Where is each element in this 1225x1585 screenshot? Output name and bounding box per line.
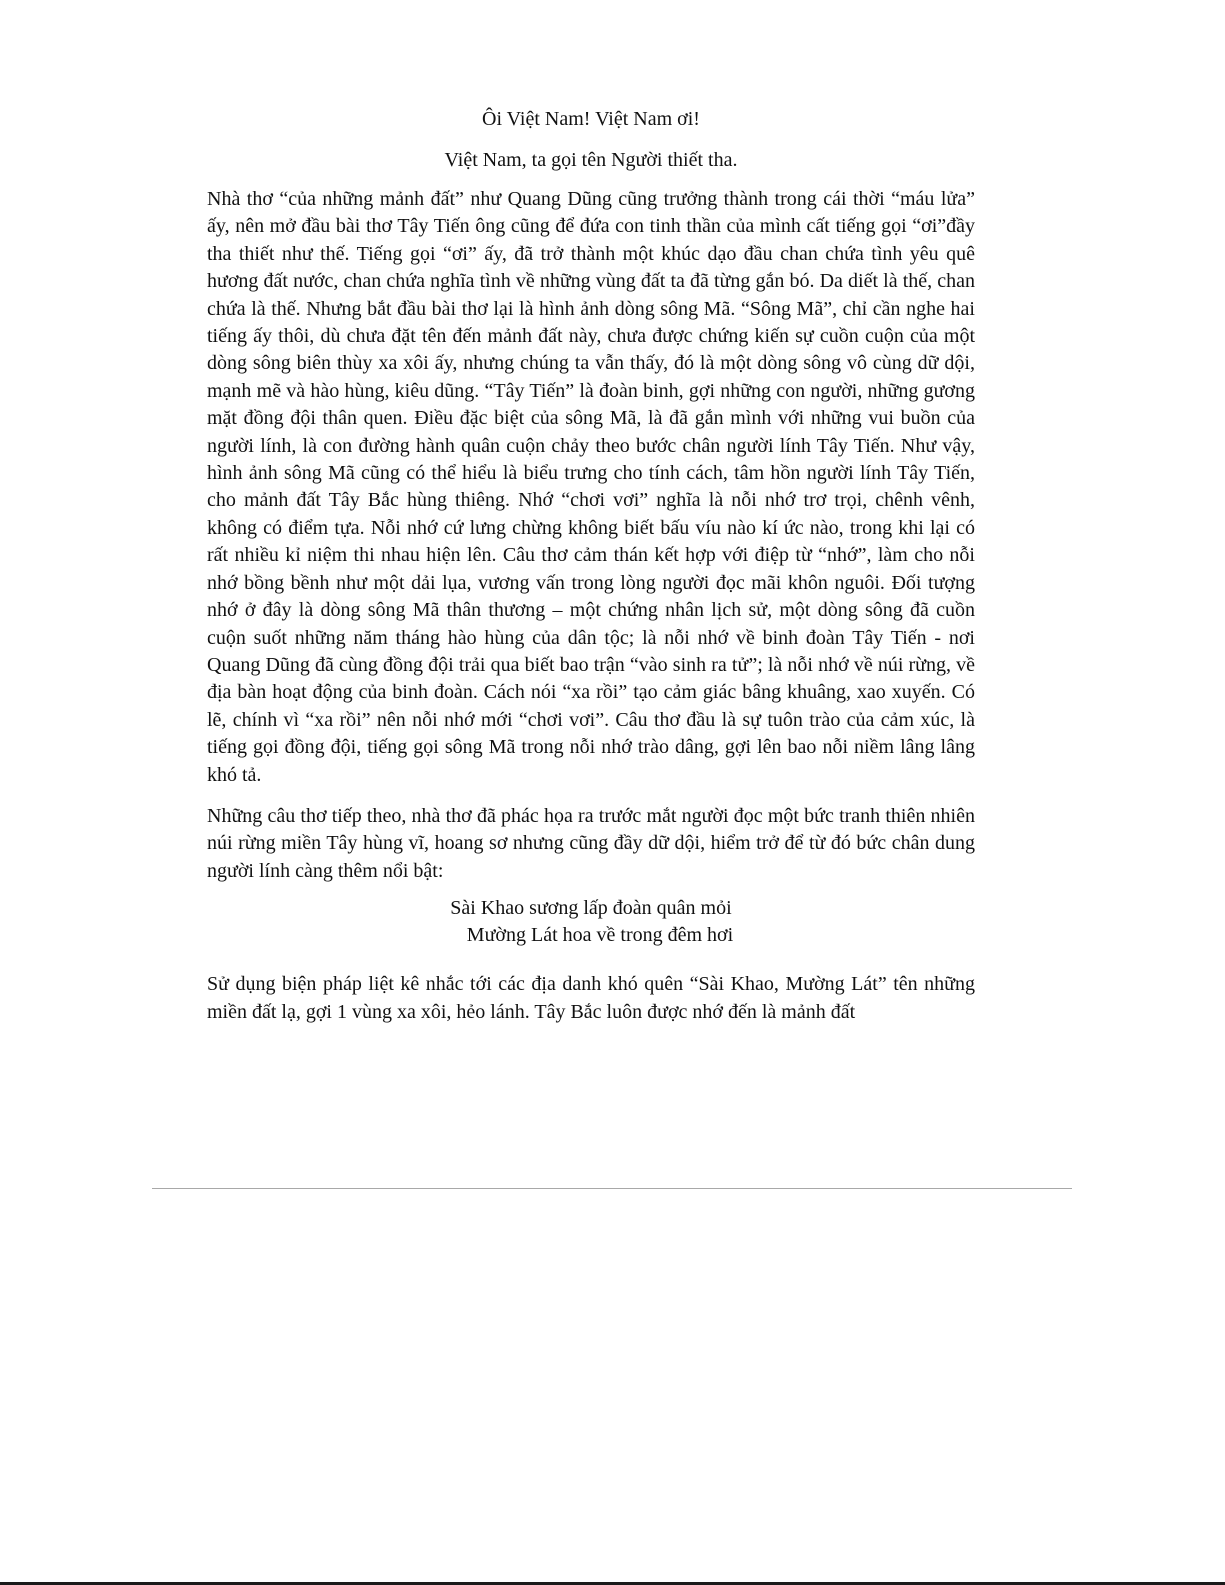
poem-verse [207,895,975,949]
verse-line-2: Mường Lát hoa về trong đêm hơi [466,924,734,947]
document-body [207,106,975,1026]
heading-line-1: Ôi Việt Nam! Việt Nam ơi! [482,108,700,130]
heading-line-2: Việt Nam, ta gọi tên Người thiết tha. [444,149,738,171]
verse-line-1: Sài Khao sương lấp đoàn quân mỏi [450,897,732,920]
paragraph-3: Sử dụng biện pháp liệt kê nhắc tới các địa danh khó quên “Sài Khao, Mường Lát” tên những miền đất lạ, gợi 1 vùng xa xôi, hẻo lánh. Tây Bắc luôn được nhớ đến là mảnh đất [207,973,975,1023]
paragraph-2: Những câu thơ tiếp theo, nhà thơ đã phác họa ra trước mắt người đọc một bức tranh thiên nhiên núi rừng miền Tây hùng vĩ, hoang sơ nhưng cũng đầy dữ dội, hiểm trở để từ đó bức chân dung người lính càng thêm nổi bật: [207,804,975,882]
paragraph-1: Nhà thơ “của những mảnh đất” như Quang Dũng cũng trưởng thành trong cái thời “máu lửa” ấy, nên mở đầu bài thơ Tây Tiến ông cũng để đứa con tinh thần của mình cất tiếng gọi “ơi”đầy tha thiết như thế. Tiếng gọi “ơi” ấy, đã trở thành một khúc dạo đầu chan chứa tình yêu quê hương đất nước, chan chứa nghĩa tình về những vùng đất ta đã từng gắn bó. Da diết là thế, chan chứa là thế. Nhưng bắt đầu bài thơ lại là hình ảnh dòng sông Mã. “Sông Mã”, chỉ cần nghe hai tiếng ấy thôi, dù chưa đặt tên đến mảnh đất này, chưa được chứng kiến sự cuồn cuộn của một dòng sông biên thùy xa xôi ấy, nhưng chúng ta vẫn thấy, đó là một dòng sông vô cùng dữ dội, mạnh mẽ và hào hùng, kiêu dũng. “Tây Tiến” là đoàn binh, gợi những con người, những gương mặt đồng đội thân quen. Điều đặc biệt của sông Mã, là đã gắn mình với những vui buồn của người lính, là con đường hành quân cuộn chảy theo bước chân người lính Tây Tiến. Như vậy, hình ảnh sông Mã cũng có thể hiểu là biểu trưng cho tính cách, tâm hồn người lính Tây Tiến, cho mảnh đất Tây Bắc hùng thiêng. Nhớ “chơi vơi” nghĩa là nỗi nhớ trơ trọi, chênh vênh, không có điểm tựa. Nỗi nhớ cứ lưng chừng không biết bấu víu nào kí ức nào, trong khi lại có rất nhiều kỉ niệm thi nhau hiện lên. Câu thơ cảm thán kết hợp với điệp từ “nhớ”, làm cho nỗi nhớ bồng bềnh như một dải lụa, vương vấn trong lòng người đọc mãi khôn nguôi. Đối tượng nhớ ở đây là dòng sông Mã thân thương – một chứng nhân lịch sử, một dòng sông đã cuồn cuộn suốt những năm tháng hào hùng của dân tộc; là nỗi nhớ về binh đoàn Tây Tiến - nơi Quang Dũng đã cùng đồng đội trải qua biết bao trận “vào sinh ra tử”; là nỗi nhớ về núi rừng, về địa bàn hoạt động của binh đoàn. Cách nói “xa rồi” tạo cảm giác bâng khuâng, xao xuyến. Có lẽ, chính vì “xa rồi” nên nỗi nhớ mới “chơi vơi”. Câu thơ đầu là sự tuôn trào của cảm xúc, là tiếng gọi đồng đội, tiếng gọi sông Mã trong nỗi nhớ trào dâng, gợi lên bao nỗi niềm lâng lâng khó tả. [207,188,975,786]
page-divider [152,1188,1072,1189]
